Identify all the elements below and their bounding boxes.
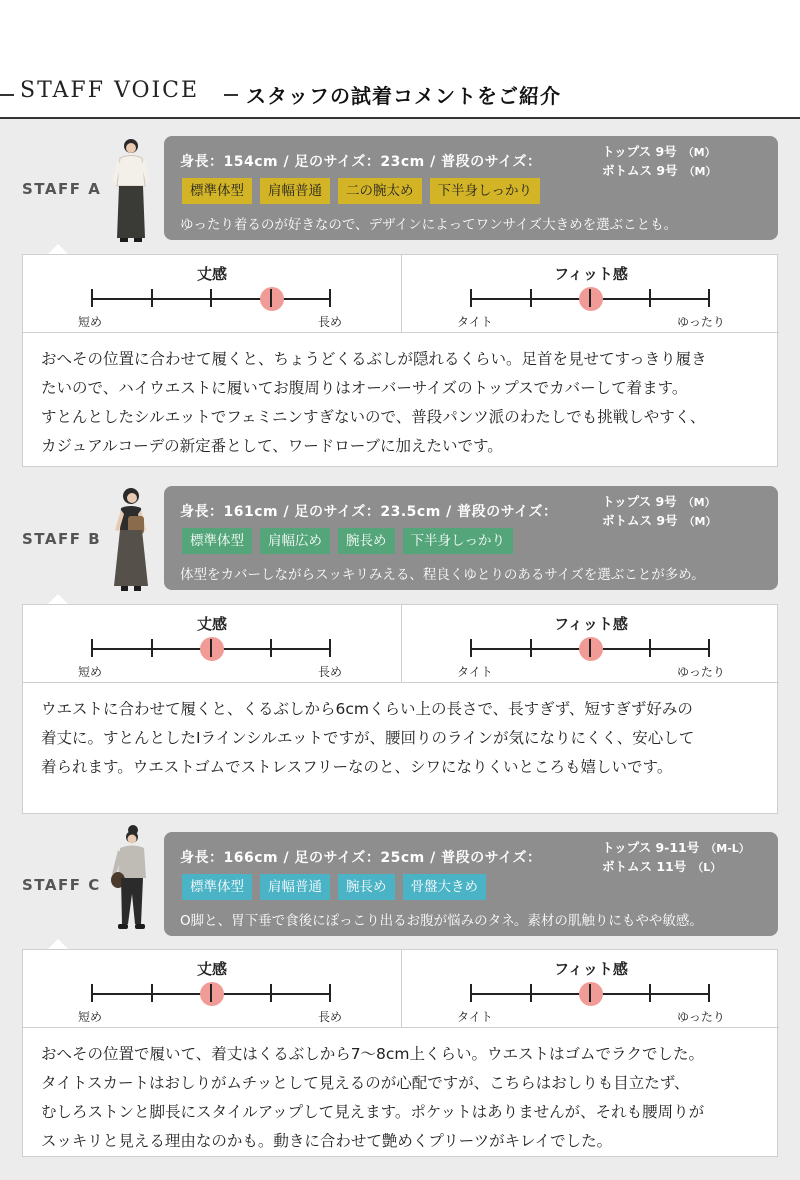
scale-marker (579, 637, 603, 661)
scale-tick (708, 289, 710, 307)
staff-label: STAFF C (22, 876, 101, 894)
body-type-tags (182, 874, 486, 900)
body-tag: 腕長め (338, 528, 395, 554)
staff-summary: O脚と、胃下垂で食後にぽっこり出るお腹が悩みのタネ。素材の肌触りにもやや敏感。 (180, 913, 703, 929)
header-dash-left (0, 94, 14, 96)
scale-min-label: 短め (78, 1010, 103, 1024)
staff-info-box (164, 136, 778, 240)
scale-tick (530, 984, 532, 1002)
scale-max-label: ゆったり (677, 315, 725, 329)
staff-photo (108, 824, 154, 940)
review-comment (41, 1040, 765, 1156)
scale-tick (589, 289, 591, 307)
bottoms-size: ボトムス 11号 (602, 859, 687, 874)
body-tag: 肩幅普通 (260, 178, 330, 204)
scale-tick (91, 984, 93, 1002)
scale-max-label: ゆったり (677, 665, 725, 679)
scale-marker (200, 982, 224, 1006)
body-type-tags (182, 178, 540, 204)
scale-marker (579, 982, 603, 1006)
scale-tick (151, 984, 153, 1002)
body-tag: 標準体型 (182, 178, 252, 204)
body-tag: 標準体型 (182, 874, 252, 900)
scale-max-label: 長め (318, 665, 343, 679)
comment-line: 着丈に。すとんとしたIラインシルエットですが、腰回りのラインが気になりにくく、安心して (41, 729, 695, 747)
fit-scale (402, 950, 780, 1028)
scale-min-label: 短め (78, 665, 103, 679)
review-comment (41, 345, 765, 461)
staff-profile: 身長：154cm / 足のサイズ：23cm / 普段のサイズ： (180, 154, 542, 170)
scale-max-label: ゆったり (677, 1010, 725, 1024)
fit-scale (402, 605, 780, 683)
card-pointer (48, 594, 68, 604)
scale-tick (470, 984, 472, 1002)
rating-scales (23, 950, 779, 1028)
scale-tick (329, 289, 331, 307)
review-card (22, 949, 778, 1157)
length-scale-title: 丈感 (196, 265, 227, 283)
comment-line: カジュアルコーデの新定番として、ワードローブに加えたいです。 (41, 437, 503, 455)
body-tag: 肩幅普通 (260, 874, 330, 900)
scale-tick (708, 984, 710, 1002)
rating-scales (23, 605, 779, 683)
length-scale (23, 605, 401, 683)
scale-marker (579, 287, 603, 311)
scale-min-label: タイト (457, 665, 493, 679)
staff-profile: 身長：166cm / 足のサイズ：25cm / 普段のサイズ： (180, 850, 542, 866)
staff-figure-image (108, 486, 154, 596)
card-pointer (48, 244, 68, 254)
staff-figure-image (108, 136, 154, 246)
scale-tick (329, 984, 331, 1002)
fit-scale (402, 255, 780, 333)
header-title: STAFF VOICE (20, 78, 200, 103)
staff-summary: ゆったり着るのが好きなので、デザインによってワンサイズ大きめを選ぶことも。 (180, 217, 678, 233)
tops-size-letter: （M-L） (705, 842, 750, 855)
scale-tick (470, 639, 472, 657)
length-scale-title: 丈感 (196, 960, 227, 978)
body-tag: 腕長め (338, 874, 395, 900)
scale-tick (270, 639, 272, 657)
scale-max-label: 長め (318, 315, 343, 329)
staff-label: STAFF B (22, 530, 102, 548)
scale-tick (91, 289, 93, 307)
staff-figure-image (108, 824, 154, 940)
tops-size-letter: （M） (682, 496, 716, 509)
length-scale-title: 丈感 (196, 615, 227, 633)
staff-photo (108, 136, 154, 246)
header-subtitle: スタッフの試着コメントをご紹介 (246, 84, 561, 108)
scale-tick (589, 984, 591, 1002)
scale-tick (91, 639, 93, 657)
fit-scale-title: フィット感 (554, 615, 628, 633)
tops-size: トップス 9号 (602, 494, 677, 509)
scale-tick (530, 289, 532, 307)
scale-tick (649, 639, 651, 657)
scale-tick (151, 639, 153, 657)
usual-sizes (602, 143, 717, 181)
scale-min-label: タイト (457, 1010, 493, 1024)
length-scale (23, 950, 401, 1028)
scale-tick (649, 984, 651, 1002)
body-tag: 標準体型 (182, 528, 252, 554)
tops-size: トップス 9号 (602, 144, 677, 159)
body-type-tags (182, 528, 513, 554)
tops-size: トップス 9-11号 (602, 840, 700, 855)
fit-scale-title: フィット感 (554, 960, 628, 978)
comment-line: タイトスカートはおしりがムチッとして見えるのが心配ですが、こちらはおしりも目立たず、 (41, 1074, 690, 1092)
rating-scales (23, 255, 779, 333)
comment-line: ウエストに合わせて履くと、くるぶしから6cmくらい上の長さで、長すぎず、短すぎず好みの (41, 700, 693, 718)
staff-info-box (164, 486, 778, 590)
scale-tick (210, 639, 212, 657)
scale-tick (649, 289, 651, 307)
usual-sizes (602, 493, 717, 531)
scale-tick (329, 639, 331, 657)
comment-line: むしろストンと脚長にスタイルアップして見えます。ポケットはありませんが、それも腰周りが (41, 1103, 705, 1121)
scale-tick (708, 639, 710, 657)
comment-line: すとんとしたシルエットでフェミニンすぎないので、普段パンツ派のわたしでも挑戦しやすく、 (41, 408, 706, 426)
staff-profile: 身長：161cm / 足のサイズ：23.5cm / 普段のサイズ： (180, 504, 558, 520)
scale-marker (260, 287, 284, 311)
scale-min-label: 短め (78, 315, 103, 329)
scale-tick (530, 639, 532, 657)
comment-line: 着られます。ウエストゴムでストレスフリーなのと、シワになりくいところも嬉しいです。 (41, 758, 673, 776)
comment-line: おへその位置に合わせて履くと、ちょうどくるぶしが隠れるくらい。足首を見せてすっきり履き (41, 350, 707, 368)
usual-sizes (602, 839, 750, 877)
comment-line: スッキリと見える理由なのかも。動きに合わせて艶めくプリーツがキレイでした。 (41, 1132, 613, 1150)
body-tag: 二の腕太め (338, 178, 422, 204)
review-comment (41, 695, 765, 782)
body-tag: 肩幅広め (260, 528, 330, 554)
comment-line: おへその位置で履いて、着丈はくるぶしから7〜8cm上くらい。ウエストはゴムでラクでした。 (41, 1045, 705, 1063)
staff-info-box (164, 832, 778, 936)
scale-tick (151, 289, 153, 307)
review-card (22, 604, 778, 814)
length-scale (23, 255, 401, 333)
fit-scale-title: フィット感 (554, 265, 628, 283)
tops-size-letter: （M） (682, 146, 716, 159)
body-tag: 下半身しっかり (403, 528, 514, 554)
header-dash-right (224, 94, 238, 96)
staff-label: STAFF A (22, 180, 102, 198)
staff-summary: 体型をカバーしながらスッキリみえる、程良くゆとりのあるサイズを選ぶことが多め。 (180, 567, 705, 583)
scale-min-label: タイト (457, 315, 493, 329)
staff-photo (108, 486, 154, 596)
bottoms-size-letter: （L） (692, 861, 722, 874)
bottoms-size: ボトムス 9号 (602, 163, 678, 178)
card-pointer (48, 939, 68, 949)
comment-line: たいので、ハイウエストに履いてお腹周りはオーバーサイズのトップスでカバーして着ます。 (41, 379, 688, 397)
scale-tick (470, 289, 472, 307)
scale-max-label: 長め (318, 1010, 343, 1024)
scale-tick (589, 639, 591, 657)
bottoms-size-letter: （M） (683, 165, 717, 178)
bottoms-size-letter: （M） (683, 515, 717, 528)
scale-tick (210, 984, 212, 1002)
scale-tick (270, 984, 272, 1002)
scale-marker (200, 637, 224, 661)
body-tag: 骨盤大きめ (403, 874, 487, 900)
review-card (22, 254, 778, 467)
bottoms-size: ボトムス 9号 (602, 513, 678, 528)
body-tag: 下半身しっかり (430, 178, 541, 204)
scale-tick (270, 289, 272, 307)
section-header (0, 68, 800, 118)
scale-tick (210, 289, 212, 307)
